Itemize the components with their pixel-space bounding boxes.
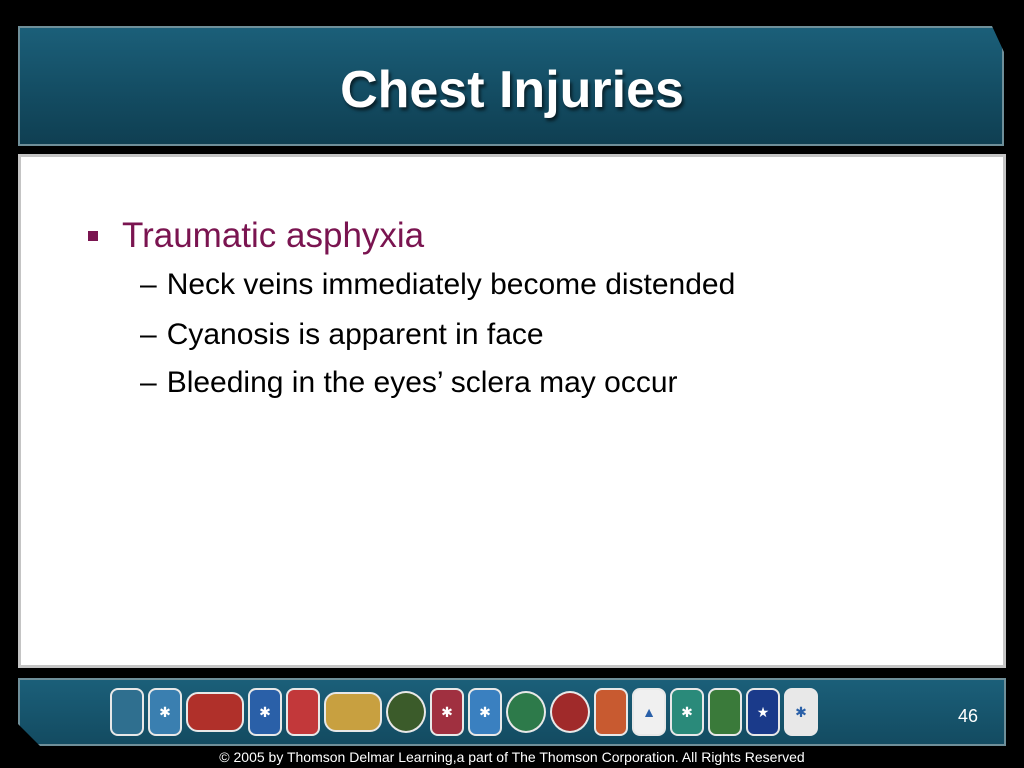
square-bullet-icon: [88, 231, 98, 241]
round-ems-patch-icon: [506, 691, 546, 733]
star-of-life-icon: ✱: [148, 688, 182, 736]
sub-bullet-text: Bleeding in the eyes’ sclera may occur: [166, 366, 678, 399]
sub-bullet-text: Neck veins immediately become distended: [166, 268, 736, 301]
sub-bullet-item: [140, 366, 678, 400]
fire-rescue-round-icon: [550, 691, 590, 733]
dash-marker: –: [140, 366, 157, 399]
page-number: 46: [957, 706, 979, 726]
dash-marker: –: [140, 268, 157, 301]
dash-marker: –: [140, 318, 157, 351]
patch-strip: [110, 686, 818, 738]
fire-rescue-patch-icon: [186, 692, 244, 732]
medical-patch-icon: ✱: [430, 688, 464, 736]
state-map-patch-icon: [324, 692, 382, 732]
slide-title: Chest Injuries: [340, 61, 684, 119]
sub-bullet-item: [140, 318, 544, 352]
ambulance-patch-icon: [286, 688, 320, 736]
county-ems-patch-icon: [594, 688, 628, 736]
middleton-ems-patch-icon: ✱: [670, 688, 704, 736]
ems-patch-icon: ✱: [248, 688, 282, 736]
bullet-item: [88, 214, 424, 258]
county-ems-patch-icon: [708, 688, 742, 736]
sub-bullet-text: Cyanosis is apparent in face: [166, 318, 544, 351]
ems-patch-icon: [110, 688, 144, 736]
sub-bullet-item: [140, 268, 735, 302]
texas-patch-icon: ★: [746, 688, 780, 736]
mountain-patch-icon: ▲: [632, 688, 666, 736]
city-ems-patch-icon: ✱: [784, 688, 818, 736]
bullet-text: Traumatic asphyxia: [122, 216, 425, 255]
copyright-text: © 2005 by Thomson Delmar Learning,a part of The Thomson Corporation. All Rights Reserved: [219, 749, 805, 765]
mountain-ambulance-patch-icon: ✱: [468, 688, 502, 736]
boston-ems-patch-icon: [386, 691, 426, 733]
